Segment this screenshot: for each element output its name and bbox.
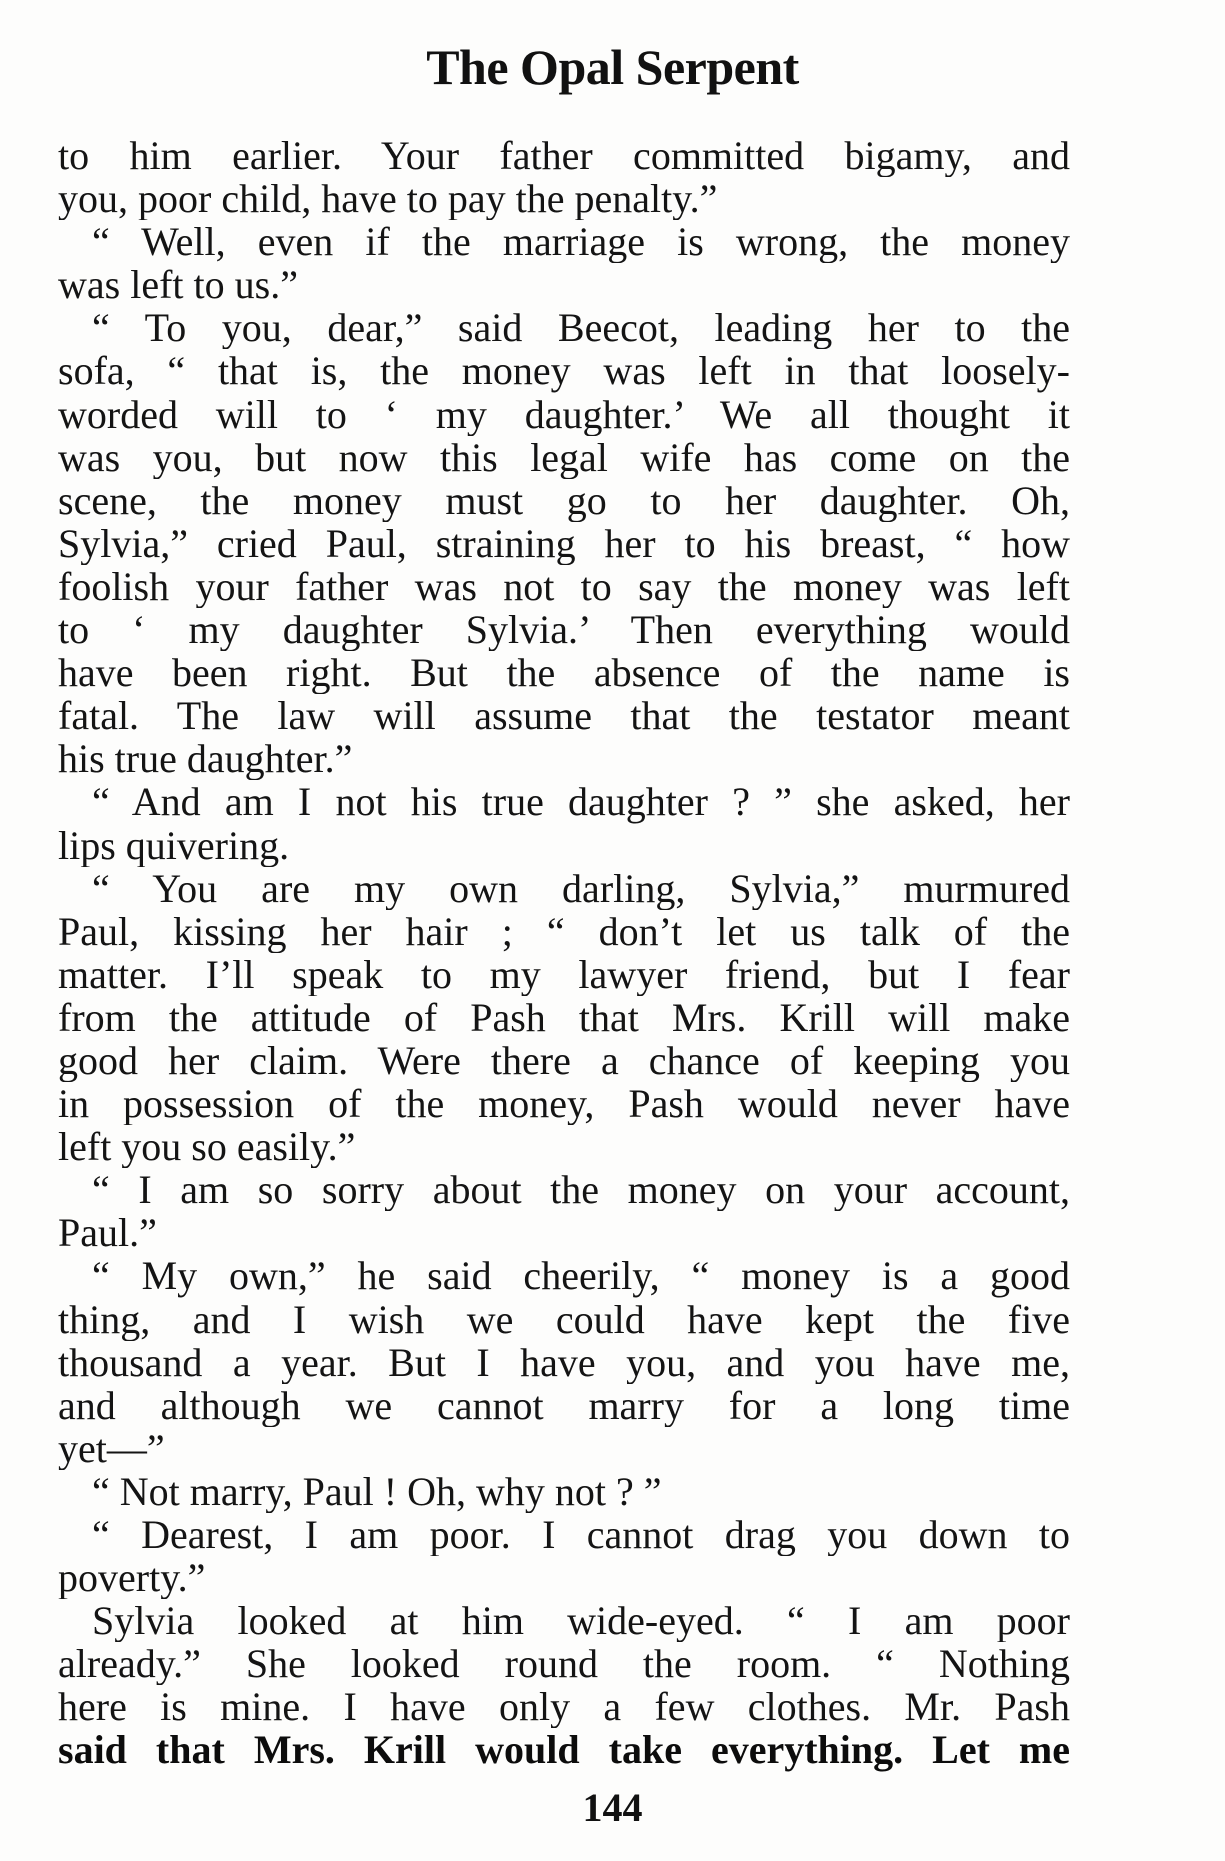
text-line: thousand a year. But I have you, and you have me, bbox=[58, 1340, 1070, 1384]
text-line: “ To you, dear,” said Beecot, leading her to the bbox=[92, 306, 1070, 350]
text-line: you, poor child, have to pay the penalty.” bbox=[58, 177, 718, 221]
text-line: here is mine. I have only a few clothes. Mr. Pash bbox=[58, 1685, 1070, 1729]
text-line: sofa, “ that is, the money was left in that loosely- bbox=[58, 349, 1070, 393]
text-line: thing, and I wish we could have kept the five bbox=[58, 1297, 1070, 1341]
text-line: “ Dearest, I am poor. I cannot drag you down to bbox=[92, 1513, 1070, 1557]
text-line: worded will to ‘ my daughter.’ We all thought it bbox=[58, 392, 1070, 436]
text-line: was you, but now this legal wife has come on the bbox=[58, 435, 1070, 479]
text-line: yet—” bbox=[58, 1426, 165, 1470]
text-line: matter. I’ll speak to my lawyer friend, but I fear bbox=[58, 952, 1070, 996]
text-line: from the attitude of Pash that Mrs. Krill will make bbox=[58, 995, 1070, 1039]
text-line: to him earlier. Your father committed bigamy, and bbox=[58, 134, 1070, 178]
text-line: was left to us.” bbox=[58, 263, 298, 307]
text-line: good her claim. Were there a chance of keeping you bbox=[58, 1038, 1070, 1083]
page-number: 144 bbox=[582, 1785, 643, 1830]
text-line: Paul, kissing her hair ; “ don’t let us talk of the bbox=[58, 909, 1070, 953]
text-line: said that Mrs. Krill would take everything. Let me bbox=[58, 1728, 1070, 1772]
running-head: The Opal Serpent bbox=[426, 39, 799, 95]
text-line: “ Not marry, Paul ! Oh, why not ? ” bbox=[92, 1469, 662, 1513]
text-line: have been right. But the absence of the name is bbox=[58, 651, 1070, 695]
text-line: lips quivering. bbox=[58, 823, 290, 867]
text-line: and although we cannot marry for a long time bbox=[58, 1383, 1070, 1427]
text-line: “ You are my own darling, Sylvia,” murmured bbox=[92, 866, 1070, 910]
text-line: in possession of the money, Pash would never have bbox=[58, 1082, 1070, 1126]
text-line: “ And am I not his true daughter ? ” she asked, her bbox=[92, 780, 1070, 824]
text-line: “ I am so sorry about the money on your account, bbox=[92, 1168, 1070, 1212]
text-line: Sylvia,” cried Paul, straining her to his breast, “ how bbox=[58, 521, 1070, 565]
text-line: to ‘ my daughter Sylvia.’ Then everything would bbox=[58, 608, 1070, 652]
text-line: “ Well, even if the marriage is wrong, the money bbox=[92, 220, 1070, 264]
text-line: fatal. The law will assume that the testator meant bbox=[58, 694, 1070, 738]
text-line: foolish your father was not to say the money was left bbox=[58, 564, 1070, 609]
text-line: his true daughter.” bbox=[58, 737, 353, 781]
text-line: left you so easily.” bbox=[58, 1125, 356, 1169]
text-line: Sylvia looked at him wide-eyed. “ I am poor bbox=[92, 1599, 1070, 1643]
text-line: poverty.” bbox=[58, 1556, 206, 1600]
body-text bbox=[58, 134, 1070, 1772]
text-line: scene, the money must go to her daughter. Oh, bbox=[58, 478, 1070, 522]
text-line: already.” She looked round the room. “ Nothing bbox=[58, 1642, 1070, 1686]
text-line: Paul.” bbox=[58, 1211, 157, 1255]
text-line: “ My own,” he said cheerily, “ money is a good bbox=[92, 1254, 1070, 1298]
